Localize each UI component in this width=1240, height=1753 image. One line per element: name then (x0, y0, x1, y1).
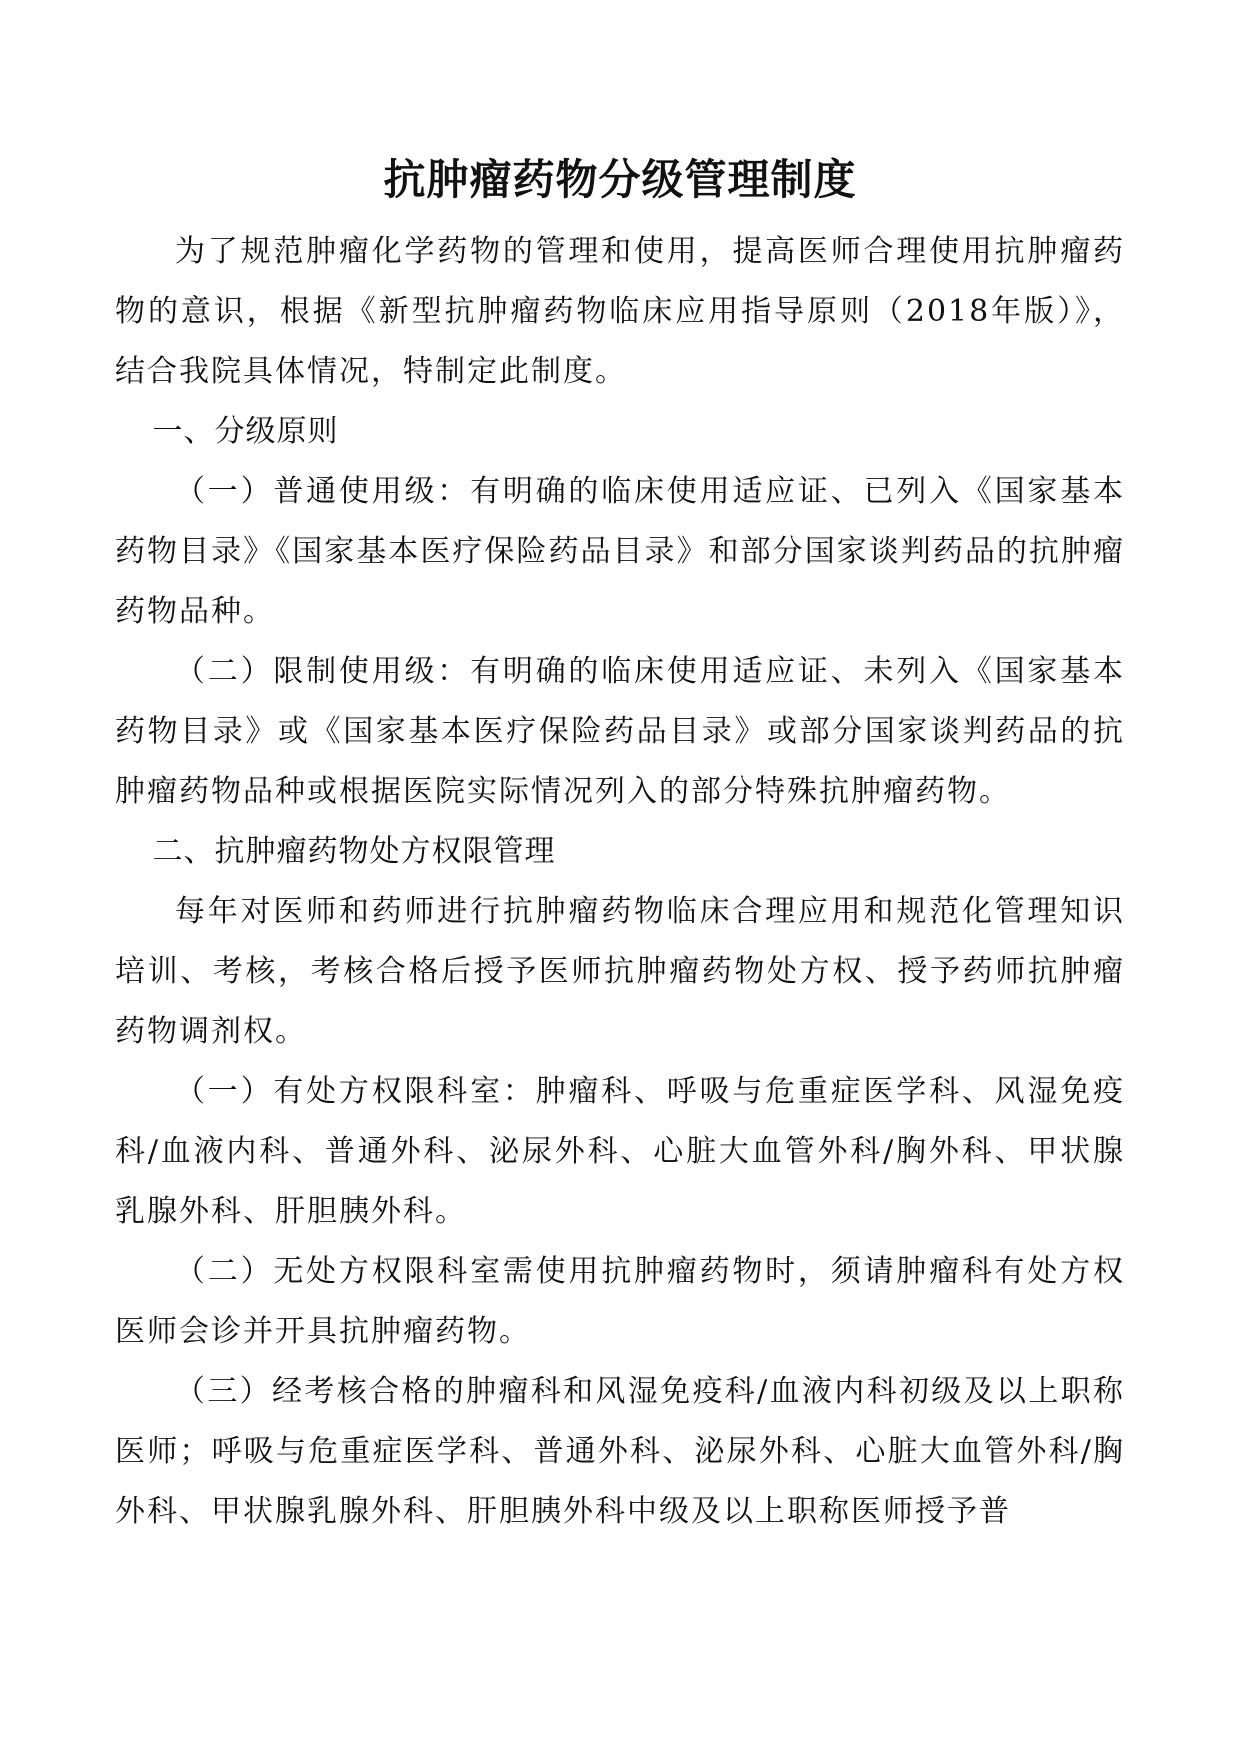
section-heading-grading-principles: 一、分级原则 (152, 414, 339, 449)
paragraph-authorized-departments: （一）有处方权限科室：肿瘤科、呼吸与危重症医学科、风湿免疫科/血液内科、普通外科、泌尿外科、心脏大血管外科/胸外科、甲状腺乳腺外科、肝胆胰外科。 (115, 1074, 1125, 1229)
document-title: 抗肿瘤药物分级管理制度 (383, 155, 857, 204)
paragraph-training-assessment: 每年对医师和药师进行抗肿瘤药物临床合理应用和规范化管理知识培训、考核，考核合格后授予医师抗肿瘤药物处方权、授予药师抗肿瘤药物调剂权。 (115, 894, 1125, 1049)
section-heading-prescription-authority: 二、抗肿瘤药物处方权限管理 (152, 834, 556, 869)
intro-paragraph: 为了规范肿瘤化学药物的管理和使用，提高医师合理使用抗肿瘤药物的意识，根据《新型抗肿瘤药物临床应用指导原则（2018年版）》，结合我院具体情况，特制定此制度。 (115, 234, 1125, 389)
paragraph-general-use-level: （一）普通使用级：有明确的临床使用适应证、已列入《国家基本药物目录》《国家基本医疗保险药品目录》和部分国家谈判药品的抗肿瘤药物品种。 (115, 474, 1125, 629)
paragraph-restricted-use-level: （二）限制使用级：有明确的临床使用适应证、未列入《国家基本药物目录》或《国家基本医疗保险药品目录》或部分国家谈判药品的抗肿瘤药物品种或根据医院实际情况列入的部分特殊抗肿瘤药物。 (115, 654, 1125, 809)
paragraph-unauthorized-departments: （二）无处方权限科室需使用抗肿瘤药物时，须请肿瘤科有处方权医师会诊并开具抗肿瘤药物。 (115, 1254, 1125, 1349)
paragraph-physician-qualification: （三）经考核合格的肿瘤科和风湿免疫科/血液内科初级及以上职称医师；呼吸与危重症医学科、普通外科、泌尿外科、心脏大血管外科/胸外科、甲状腺乳腺外科、肝胆胰外科中级及以上职称医师授予普 (115, 1374, 1125, 1529)
document-page (115, 150, 1125, 1542)
